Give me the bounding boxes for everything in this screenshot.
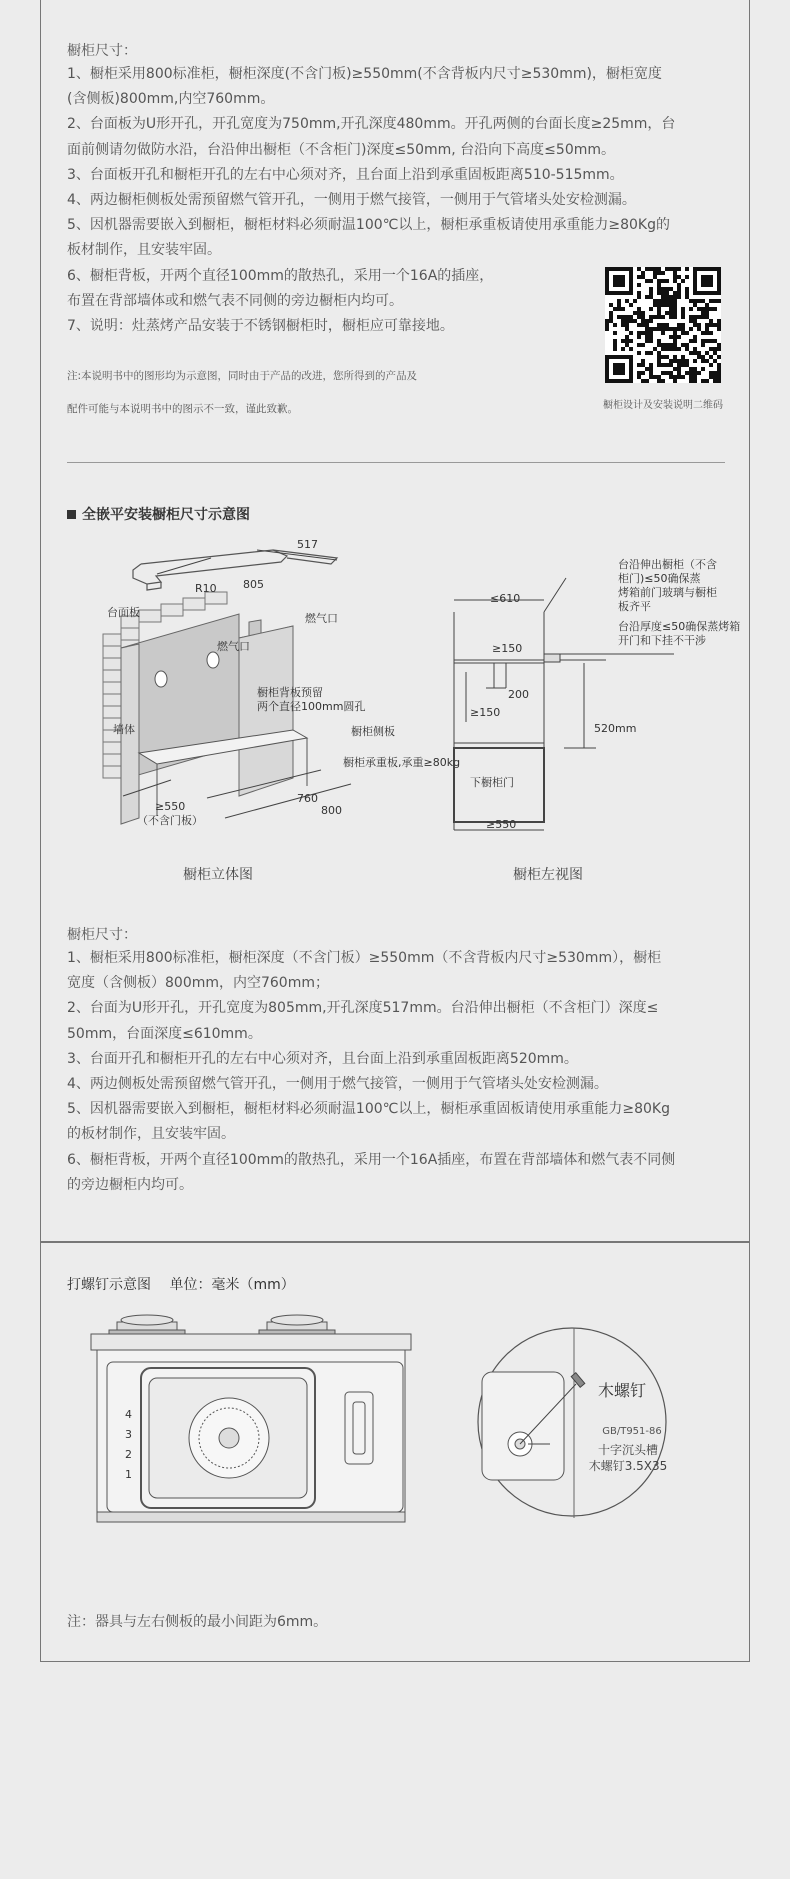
label-thick-2: 开门和下挂不干涉 <box>618 634 706 647</box>
dim-517: 517 <box>297 538 318 551</box>
label-no-door: （不含门板） <box>137 814 203 827</box>
label-back-hole-2: 两个直径100mm圆孔 <box>257 700 366 713</box>
divider-line <box>67 462 725 463</box>
vent-hole <box>155 671 167 687</box>
section1-note <box>67 360 417 426</box>
caption-side: 橱柜左视图 <box>513 867 583 883</box>
label-lip-3: 烤箱前门玻璃与橱柜 <box>618 586 717 599</box>
caption-3d: 橱柜立体图 <box>183 867 253 883</box>
dim-610: ≤610 <box>490 592 521 605</box>
dim-200: 200 <box>508 688 529 701</box>
section2-line: 1、橱柜采用800标准柜，橱柜深度（不含门板）≥550mm（不含背板内尺寸≥530mm），橱柜 <box>67 950 662 966</box>
page-frame <box>40 0 750 1662</box>
section2-line: 5、因机器需要嵌入到橱柜，橱柜材料必须耐温100℃以上，橱柜承重固板请使用承重能力≥80Kg <box>67 1101 670 1118</box>
rack-number: 1 <box>125 1468 132 1481</box>
section3-note: 注：器具与左右侧板的最小间距为6mm。 <box>67 1614 328 1630</box>
rack-number: 2 <box>125 1448 132 1461</box>
section2-line: 宽度（含侧板）800mm，内空760mm； <box>67 975 329 992</box>
label-countertop: 台面板 <box>107 606 140 619</box>
screw-detail-diagram <box>456 1322 696 1522</box>
oven-front-diagram <box>91 1312 411 1532</box>
note-line: 注:本说明书中的图形均为示意图，同时由于产品的改进，您所得到的产品及 <box>67 370 418 382</box>
dim-520: 520mm <box>594 722 637 735</box>
dim-760: 760 <box>297 792 318 805</box>
section1-line: 1、橱柜采用800标准柜，橱柜深度(不含门板)≥550mm(不含背板内尺寸≥530mm)，橱柜宽度 <box>67 66 662 82</box>
label-screw-spec-2: 木螺钉3.5X35 <box>588 1459 668 1473</box>
section2-line: 4、两边侧板处需预留燃气管开孔，一侧用于燃气接管，一侧用于气管堵头处安检测漏。 <box>67 1076 608 1093</box>
section2-body <box>67 946 675 1198</box>
section1-line: 7、说明：灶蒸烤产品安装于不锈钢橱柜时，橱柜应可靠接地。 <box>67 318 454 335</box>
label-wood-screw: 木螺钉 <box>598 1381 647 1400</box>
section2-line: 的旁边橱柜内均可。 <box>67 1176 193 1193</box>
section-divider <box>41 1241 749 1243</box>
section1-body <box>67 62 675 339</box>
label-shelf: 橱柜承重板,承重≥80kg <box>343 756 461 769</box>
label-gas-left: 燃气口 <box>217 640 250 653</box>
dim-150-a: ≥150 <box>492 642 523 655</box>
section2-line: 3、台面开孔和橱柜开孔的左右中心须对齐，且台面上沿到承重固板距离520mm。 <box>67 1050 578 1067</box>
rack-number: 3 <box>125 1428 132 1441</box>
dim-550: ≥550 <box>155 800 186 813</box>
cabinet-3d-diagram <box>61 538 471 828</box>
label-lip-4: 板齐平 <box>618 600 651 613</box>
section2-title-text: 全嵌平安装橱柜尺寸示意图 <box>82 507 250 523</box>
section2-line: 6、橱柜背板，开两个直径100mm的散热孔，采用一个16A插座，布置在背部墙体和燃气表不同侧 <box>67 1151 676 1168</box>
label-gas-right: 燃气口 <box>305 612 338 625</box>
section1-line: 2、台面板为U形开孔，开孔宽度为750mm,开孔深度480mm。开孔两侧的台面长度≥25mm，台 <box>67 116 676 133</box>
note-line: 配件可能与本说明书中的图示不一致，谨此致歉。 <box>67 403 298 415</box>
section1-line: 3、台面板开孔和橱柜开孔的左右中心须对齐，且台面上沿到承重固板距离510-515mm。 <box>67 166 624 183</box>
rack-number: 4 <box>125 1408 132 1421</box>
dim-150-b: ≥150 <box>470 706 501 719</box>
section1-line: 布置在背部墙体或和燃气表不同侧的旁边橱柜内均可。 <box>67 292 403 309</box>
square-bullet-icon <box>67 510 76 519</box>
vent-hole <box>207 652 219 668</box>
section1-line: 面前侧请勿做防水沿，台沿伸出橱柜（不含柜门)深度≤50mm, 台沿向下高度≤50mm。 <box>67 141 616 158</box>
qr-code[interactable] <box>605 267 721 383</box>
section1-line: 5、因机器需要嵌入到橱柜，橱柜材料必须耐温100℃以上，橱柜承重板请使用承重能力≥80Kg的 <box>67 217 670 234</box>
label-back-hole-1: 橱柜背板预留 <box>257 686 323 699</box>
section3-title: 打螺钉示意图 <box>67 1277 151 1293</box>
section1-line: 4、两边橱柜侧板处需预留燃气管开孔，一侧用于燃气接管，一侧用于气管堵头处安检测漏。 <box>67 192 636 209</box>
label-lip-2: 柜门)≤50确保蒸 <box>618 572 701 585</box>
label-wall: 墙体 <box>113 723 135 736</box>
qr-caption: 橱柜设计及安装说明二维码 <box>603 400 723 411</box>
section2-line: 50mm，台面深度≤610mm。 <box>67 1025 262 1042</box>
section1-line: (含侧板)800mm,内空760mm。 <box>67 91 275 108</box>
cabinet-side-view-diagram <box>446 552 746 842</box>
dim-805: 805 <box>243 578 264 591</box>
section2-line: 的板材制作，且安装牢固。 <box>67 1126 235 1143</box>
section1-line: 板材制作，且安装牢固。 <box>67 242 221 259</box>
label-standard: GB/T951-86 <box>602 1426 662 1437</box>
section2-title <box>67 504 250 524</box>
label-thick-1: 台沿厚度≤50确保蒸烤箱 <box>618 620 741 633</box>
label-lower-door: 下橱柜门 <box>470 776 514 789</box>
section1-title: 橱柜尺寸： <box>67 43 137 59</box>
dim-550-side: ≥550 <box>486 818 517 831</box>
dim-800: 800 <box>321 804 342 817</box>
section3-unit: 单位：毫米（mm） <box>169 1277 295 1293</box>
section3-header <box>67 1274 295 1294</box>
section1-line: 6、橱柜背板，开两个直径100mm的散热孔，采用一个16A的插座， <box>67 267 494 284</box>
label-lip-1: 台沿伸出橱柜（不含 <box>618 558 717 571</box>
side-view-lines <box>454 578 674 830</box>
section2-dims-title: 橱柜尺寸： <box>67 927 137 943</box>
label-screw-spec-1: 十字沉头槽 <box>597 1443 659 1457</box>
dim-r10: R10 <box>195 582 217 595</box>
section2-line: 2、台面为U形开孔，开孔宽度为805mm,开孔深度517mm。台沿伸出橱柜（不含柜门）深度≤ <box>67 1000 659 1017</box>
label-side: 橱柜侧板 <box>351 725 395 738</box>
